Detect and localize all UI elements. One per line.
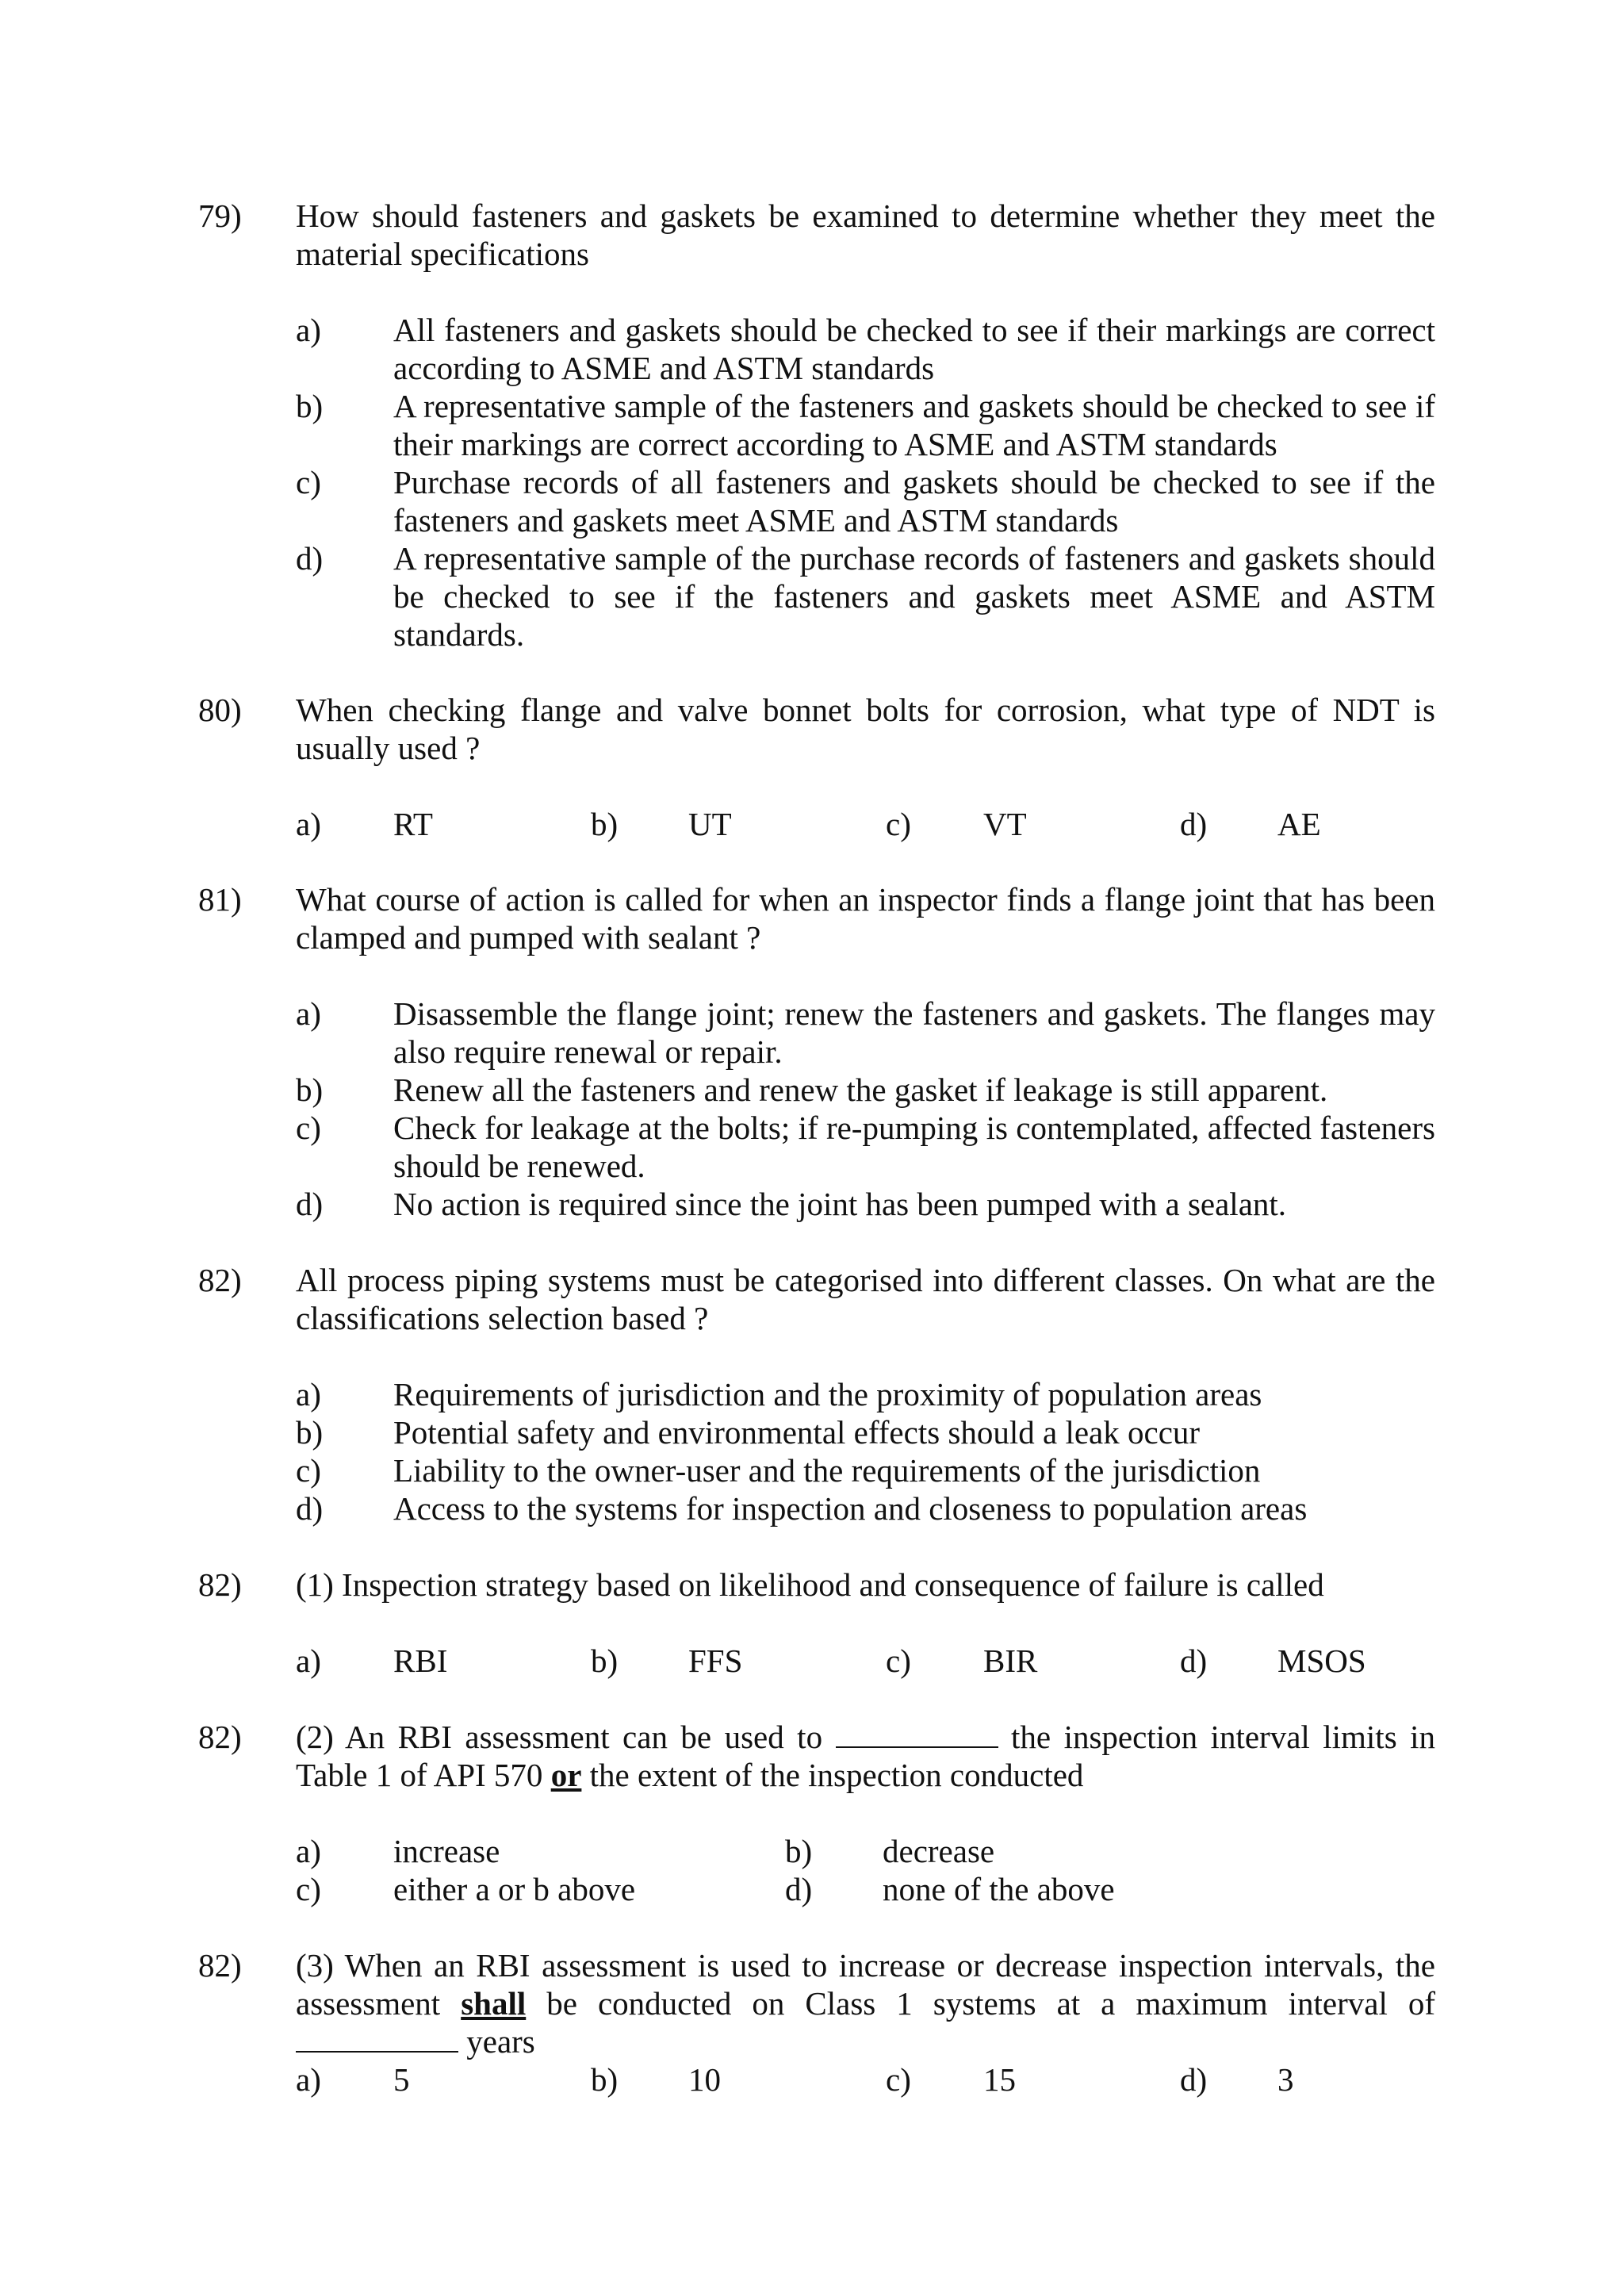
option-d-label: d): [785, 1871, 813, 1907]
option-text: Potential safety and environmental effects should a leak occur: [393, 1414, 1201, 1451]
option-a-text: RT: [393, 806, 433, 842]
option-d-label: d): [1180, 2061, 1208, 2098]
question-number: 82): [198, 1262, 242, 1298]
fill-in-blank: [296, 2024, 458, 2053]
option-b-label: b): [591, 2061, 619, 2098]
option-label: c): [296, 1452, 321, 1489]
question-text-part2: be conducted on Class 1 systems at a maximum interval of: [546, 1985, 1435, 2022]
question-text-part3: the extent of the inspection conducted: [589, 1757, 1084, 1793]
option-label: a): [296, 1376, 321, 1412]
option-a-text: increase: [393, 1833, 500, 1869]
option-c-text: BIR: [983, 1642, 1038, 1679]
option-b-text: 10: [688, 2061, 721, 2098]
question-number: 80): [198, 692, 242, 728]
option-text: Purchase records of all fasteners and gaskets should be checked to see if the fasteners and gaskets meet ASME and ASTM standards: [393, 464, 1435, 539]
option-text: Renew all the fasteners and renew the gasket if leakage is still apparent.: [393, 1071, 1328, 1108]
option-text: Access to the systems for inspection and closeness to population areas: [393, 1490, 1308, 1527]
option-label: a): [296, 995, 321, 1032]
question-text: What course of action is called for when an inspector finds a flange joint that has been clamped and pumped with sealant ?: [296, 881, 1435, 956]
option-a-label: a): [296, 1642, 321, 1679]
option-text: All fasteners and gaskets should be checked to see if their markings are correct according to ASME and ASTM standards: [393, 312, 1435, 386]
question-text-part1: (3) When an RBI assessment is used to increase or decrease inspection intervals, the assessment: [296, 1947, 1435, 2022]
option-c-label: c): [886, 1642, 911, 1679]
question-number: 82): [198, 1719, 242, 1755]
option-c-label: c): [296, 1871, 321, 1907]
option-d-text: AE: [1277, 806, 1321, 842]
option-a-text: RBI: [393, 1642, 448, 1679]
emphasis-word: or: [550, 1757, 582, 1793]
option-b-label: b): [591, 806, 619, 842]
option-d-label: d): [1180, 1642, 1208, 1679]
option-label: b): [296, 1414, 324, 1451]
question-number: 82): [198, 1947, 242, 1984]
option-b-label: b): [785, 1833, 813, 1869]
option-label: c): [296, 1110, 321, 1146]
emphasis-word: shall: [461, 1985, 527, 2022]
option-b-text: FFS: [688, 1642, 743, 1679]
question-text: All process piping systems must be categorised into different classes. On what are the classifications selection based ?: [296, 1262, 1435, 1336]
question-text-part3: years: [466, 2023, 535, 2060]
option-a-label: a): [296, 1833, 321, 1869]
question-text: When checking flange and valve bonnet bolts for corrosion, what type of NDT is usually used ?: [296, 692, 1435, 766]
option-a-label: a): [296, 806, 321, 842]
option-a-label: a): [296, 2061, 321, 2098]
option-text: Requirements of jurisdiction and the proximity of population areas: [393, 1376, 1262, 1412]
option-c-label: c): [886, 806, 911, 842]
option-label: b): [296, 1071, 324, 1108]
option-d-text: 3: [1277, 2061, 1294, 2098]
option-c-label: c): [886, 2061, 911, 2098]
option-label: d): [296, 540, 324, 577]
option-text: A representative sample of the purchase records of fasteners and gaskets should be checked to see if the fasteners and gaskets meet ASME and ASTM standards.: [393, 540, 1435, 653]
question-text: [296, 1718, 1435, 1794]
option-c-text: either a or b above: [393, 1871, 636, 1907]
option-text: No action is required since the joint has been pumped with a sealant.: [393, 1186, 1287, 1222]
option-label: d): [296, 1186, 324, 1222]
option-d-text: MSOS: [1277, 1642, 1366, 1679]
option-b-text: UT: [688, 806, 732, 842]
question-text: How should fasteners and gaskets be examined to determine whether they meet the material specifications: [296, 197, 1435, 272]
option-text: Disassemble the flange joint; renew the fasteners and gaskets. The flanges may also require renewal or repair.: [393, 995, 1435, 1070]
option-c-text: 15: [983, 2061, 1016, 2098]
option-a-text: 5: [393, 2061, 410, 2098]
question-text-part2: the inspection interval limits in Table 1 of API 570: [296, 1719, 1436, 1793]
option-text: A representative sample of the fasteners and gaskets should be checked to see if their markings are correct according to ASME and ASTM standards: [393, 388, 1435, 462]
question-number: 82): [198, 1566, 242, 1603]
question-number: 81): [198, 881, 242, 918]
question-text: [296, 1946, 1435, 2060]
question-text-part1: (2) An RBI assessment can be used to: [296, 1719, 823, 1755]
option-b-text: decrease: [883, 1833, 995, 1869]
option-label: b): [296, 388, 324, 424]
option-d-text: none of the above: [883, 1871, 1115, 1907]
option-b-label: b): [591, 1642, 619, 1679]
question-number: 79): [198, 197, 242, 234]
option-label: a): [296, 312, 321, 348]
option-label: c): [296, 464, 321, 500]
option-label: d): [296, 1490, 324, 1527]
option-c-text: VT: [983, 806, 1027, 842]
fill-in-blank: [836, 1719, 998, 1748]
question-text: (1) Inspection strategy based on likelihood and consequence of failure is called: [296, 1566, 1324, 1603]
option-d-label: d): [1180, 806, 1208, 842]
option-text: Liability to the owner-user and the requirements of the jurisdiction: [393, 1452, 1261, 1489]
option-text: Check for leakage at the bolts; if re-pumping is contemplated, affected fasteners should be renewed.: [393, 1110, 1435, 1184]
